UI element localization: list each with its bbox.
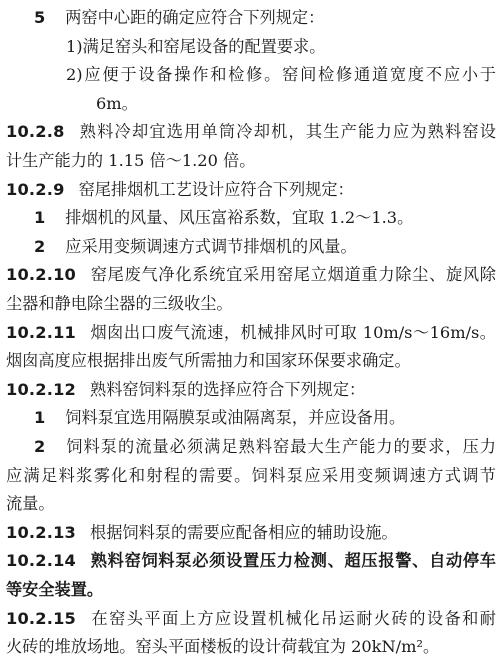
clause-number: 10.2.10	[6, 265, 77, 285]
clause-10-2-9-item-1	[34, 208, 496, 228]
clause-number: 10.2.15	[6, 608, 77, 628]
clause-10-2-8	[6, 122, 496, 142]
clause-10-2-12-item-1	[34, 408, 496, 428]
item-text: 两窑中心距的确定应符合下列规定：	[65, 8, 325, 27]
clause-text: 窑尾排烟机工艺设计应符合下列规定：	[78, 179, 354, 199]
clause-number: 10.2.12	[6, 379, 77, 399]
clause-number: 10.2.11	[6, 322, 77, 342]
clause-text: 在窑头平面上方应设置机械化吊运耐火砖的设备和耐	[90, 608, 496, 628]
clause-10-2-11	[6, 323, 496, 343]
clause-10-2-8-continued: 计生产能力的 1.15 倍～1.20 倍。	[6, 151, 256, 170]
clause-10-2-11-continued: 烟囱高度应根据排出废气所需抽力和国家环保要求确定。	[6, 351, 411, 371]
clause-10-2-15-continued: 火砖的堆放场地。窑头平面楼板的设计荷载宜为 20kN/m²。	[6, 637, 440, 657]
clause-10-2-14	[6, 551, 496, 571]
clause-text: 熟料窑饲料泵的选择应符合下列规定：	[90, 379, 366, 399]
item-text: 饲料泵宜选用隔膜泵或油隔离泵，并应设备用。	[65, 408, 406, 428]
clause-number: 10.2.13	[6, 522, 77, 542]
clause-10-2-12-item-2	[34, 437, 496, 457]
item-text: 饲料泵的流量必须满足熟料窑最大生产能力的要求，压力	[65, 437, 496, 456]
item-5-heading	[34, 8, 496, 28]
clause-10-2-12	[6, 380, 496, 400]
clause-10-2-14-continued: 等安全装置。	[6, 580, 104, 599]
clause-text: 烟囱出口废气流速，机械排风时可取 10m/s～16m/s。	[90, 322, 496, 342]
clause-text: 熟料冷却宜选用单筒冷却机，其生产能力应为熟料窑设	[78, 122, 496, 142]
clause-number: 10.2.8	[6, 122, 65, 142]
item-number: 1	[34, 208, 46, 228]
item-text: 应采用变频调速方式调节排烟机的风量。	[65, 236, 357, 256]
clause-10-2-10	[6, 265, 496, 285]
item-number: 2	[34, 437, 46, 456]
clause-10-2-9-item-2	[34, 237, 496, 257]
clause-number: 10.2.9	[6, 179, 65, 199]
clause-10-2-9	[6, 180, 496, 200]
clause-text: 窑尾废气净化系统宜采用窑尾立烟道重力除尘、旋风除	[90, 265, 496, 285]
clause-10-2-13	[6, 523, 496, 543]
item-number: 1	[34, 408, 46, 428]
clause-10-2-10-continued: 尘器和静电除尘器的三级收尘。	[6, 294, 233, 313]
item-text: 排烟机的风量、风压富裕系数，宜取 1.2～1.3。	[65, 208, 414, 228]
item-number: 5	[34, 8, 46, 27]
item-number: 2	[34, 236, 46, 256]
sub-item-2-continued: 6m。	[96, 93, 138, 113]
clause-text: 根据饲料泵的需要应配备相应的辅助设施。	[90, 522, 398, 542]
clause-10-2-12-item-2-continued: 应满足料浆雾化和射程的需要。饲料泵应采用变频调速方式调节	[6, 465, 496, 485]
sub-item-1: 1)满足窑头和窑尾设备的配置要求。	[66, 36, 326, 56]
clause-10-2-12-item-2-end: 流量。	[6, 494, 55, 514]
sub-item-2: 2)应便于设备操作和检修。窑间检修通道宽度不应小于	[66, 65, 496, 85]
clause-10-2-15	[6, 609, 496, 629]
clause-number: 10.2.14	[6, 551, 77, 571]
clause-text: 熟料窑饲料泵必须设置压力检测、超压报警、自动停车	[90, 551, 496, 571]
